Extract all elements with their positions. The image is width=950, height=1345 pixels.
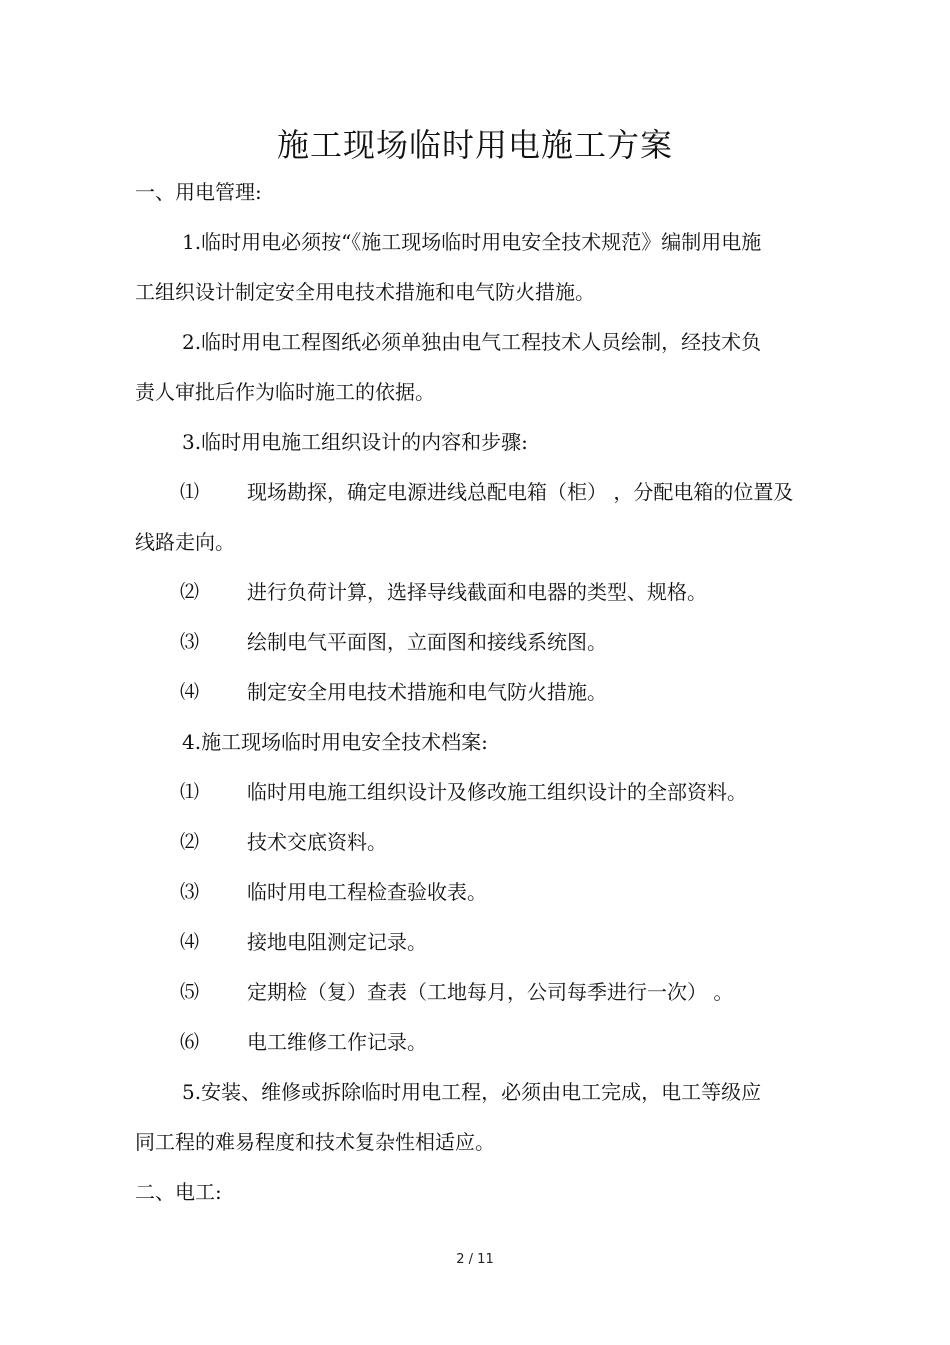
- paragraph-4-heading: 4.施工现场临时用电安全技术档案:: [182, 730, 488, 754]
- section-heading-2: 二、电工:: [135, 1180, 222, 1204]
- paragraph-2-line-1: 2.临时用电工程图纸必须单独由电气工程技术人员绘制，经技术负: [182, 330, 762, 354]
- list-item-number: ⑵: [180, 581, 200, 603]
- list-item-text: 进行负荷计算，选择导线截面和电器的类型、规格。: [247, 580, 707, 604]
- list-item-number: ⑶: [180, 881, 200, 903]
- list-item-number: ⑴: [180, 481, 200, 503]
- list-item-number: ⑹: [180, 1031, 200, 1053]
- paragraph-1-line-2: 工组织设计制定安全用电技术措施和电气防火措施。: [135, 280, 595, 304]
- list-item-text: 绘制电气平面图，立面图和接线系统图。: [247, 630, 607, 654]
- list-item-number: ⑸: [180, 981, 200, 1003]
- paragraph-3-heading: 3.临时用电施工组织设计的内容和步骤:: [182, 430, 528, 454]
- list-item-text: 技术交底资料。: [247, 830, 387, 854]
- list-item-number: ⑵: [180, 831, 200, 853]
- section-heading-1: 一、用电管理:: [135, 180, 262, 204]
- page-indicator: 2 / 11: [456, 1252, 494, 1267]
- document-title: 施工现场临时用电施工方案: [276, 126, 673, 164]
- list-item-continuation: 线路走向。: [135, 530, 235, 554]
- list-item-text: 制定安全用电技术措施和电气防火措施。: [247, 680, 607, 704]
- list-item-number: ⑷: [180, 681, 200, 703]
- list-item-number: ⑴: [180, 781, 200, 803]
- paragraph-5-line-1: 5.安装、维修或拆除临时用电工程，必须由电工完成，电工等级应: [182, 1080, 762, 1104]
- list-item-number: ⑷: [180, 931, 200, 953]
- paragraph-5-line-2: 同工程的难易程度和技术复杂性相适应。: [135, 1130, 495, 1154]
- list-item-text: 临时用电施工组织设计及修改施工组织设计的全部资料。: [247, 780, 747, 804]
- list-item-text: 接地电阻测定记录。: [247, 930, 427, 954]
- list-item-text: 临时用电工程检查验收表。: [247, 880, 487, 904]
- list-item-number: ⑶: [180, 631, 200, 653]
- list-item-text: 电工维修工作记录。: [247, 1030, 427, 1054]
- paragraph-2-line-2: 责人审批后作为临时施工的依据。: [135, 380, 435, 404]
- paragraph-1-line-1: 1.临时用电必须按“《施工现场临时用电安全技术规范》编制用电施: [182, 230, 762, 254]
- list-item-text: 现场勘探，确定电源进线总配电箱（柜） ，分配电箱的位置及: [247, 480, 794, 504]
- list-item-text: 定期检（复）查表（工地每月，公司每季进行一次） 。: [247, 980, 734, 1004]
